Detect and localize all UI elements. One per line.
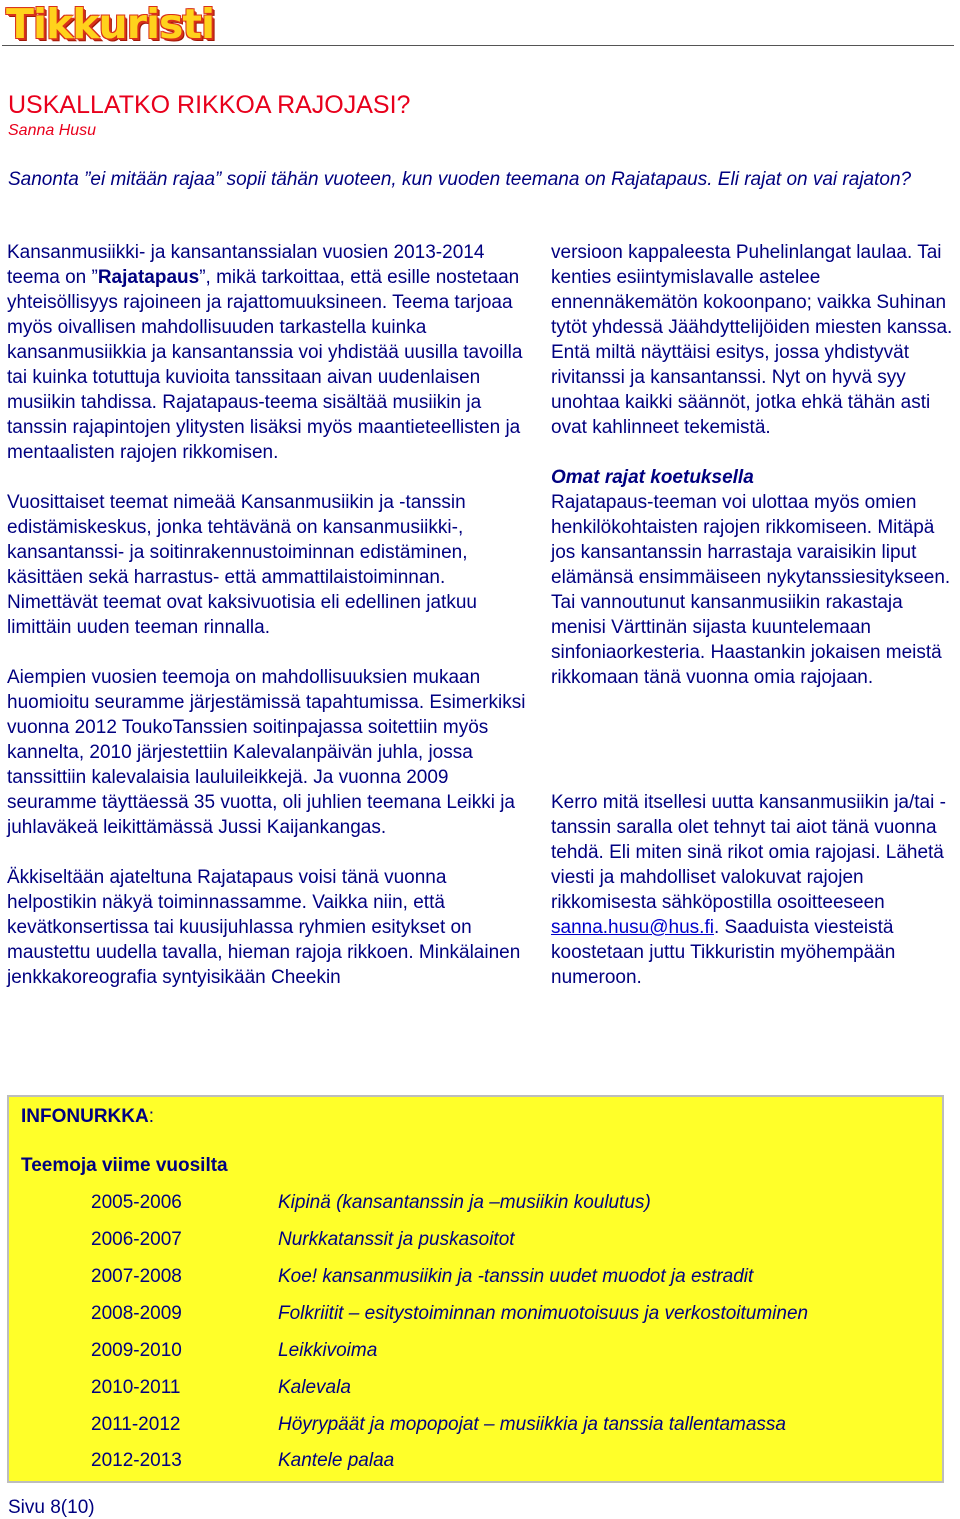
theme-years: 2011-2012 (91, 1414, 181, 1435)
paragraph-3: Aiempien vuosien teemoja on mahdollisuuksien mukaan huomioitu seuramme järjestämissä tapahtumissa. Esimerkiksi vuonna 2012 ToukoTanssien soitinpajassa soitettiin myös kannelta, 2010 järjestettiin Kalevalanpäivän juhla, jossa tanssittiin kalevalaisia lauluileikkejä. Ja vuonna 2009 seuramme täyttäessä 35 vuotta, oli juhlien teemana Leikki ja juhlaväkeä leikittämässä Jussi Kaijankangas. (7, 667, 526, 838)
p1-bold-theme: Rajatapaus (97, 267, 200, 288)
theme-name: Kipinä (kansantanssin ja –musiikin koulutus) (278, 1192, 651, 1213)
paragraph-6: Rajatapaus-teeman voi ulottaa myös omien henkilökohtaisten rajojen rikkomiseen. Mitäpä jos kansantanssin harrastaja varaisikin liput elämänsä ensimmäiseen nykytanssiesitykseen. Tai vannoutunut kansanmusiikin rakastaja menisi Värttinän sijasta kuuntelemaan sinfoniaorkesteria. Haastankin jokaisen meistä rikkomaan tänä vuonna omia rajojaan. (551, 492, 951, 688)
p7-text-a: Kerro mitä itsellesi uutta kansanmusiikin ja/tai -tanssin saralla olet tehnyt tai aiot tänä vuonna tehdä. Eli miten sinä rikot omia rajojasi. Lähetä viesti ja mahdolliset valokuvat rajojen rikkomisesta sähköpostilla osoitteeseen (551, 792, 946, 913)
info-box (7, 1095, 944, 1483)
theme-years: 2010-2011 (91, 1377, 181, 1398)
theme-years: 2012-2013 (91, 1450, 182, 1471)
p1-text-a: Kansanmusiikki- ja kansantanssialan vuosien 2013-2014 teema on ” (7, 242, 485, 288)
email-link[interactable]: sanna.husu@hus.fi (551, 917, 714, 938)
article-author: Sanna Husu (8, 122, 97, 139)
info-title-colon: : (148, 1106, 154, 1127)
theme-years: 2007-2008 (91, 1266, 182, 1287)
paragraph-2: Vuosittaiset teemat nimeää Kansanmusiikin ja -tanssin edistämiskeskus, jonka tehtävänä on kansanmusiikki-, kansantanssi- ja soitinrakennustoiminnan edistäminen, käsittäen sekä harrastus- että ammattilaistoiminnan. Nimettävät teemat ovat kaksivuotisia eli edellinen jatkuu limittäin uuden teeman rinnalla. (7, 492, 477, 638)
info-title-text: INFONURKKA (21, 1106, 149, 1127)
article-intro: Sanonta ”ei mitään rajaa” sopii tähän vuoteen, kun vuoden teemana on Rajatapaus. Eli rajat on vai rajaton? (8, 169, 912, 190)
theme-name: Kalevala (278, 1377, 351, 1398)
theme-name: Kantele palaa (278, 1450, 395, 1471)
header-divider (2, 45, 954, 46)
theme-years: 2008-2009 (91, 1303, 182, 1324)
left-column (7, 240, 527, 990)
theme-name: Koe! kansanmusiikin ja -tanssin uudet muodot ja estradit (278, 1266, 754, 1287)
tikkuristi-logo: Tikkuristi (6, 0, 215, 48)
info-title (21, 1105, 154, 1129)
theme-years: 2005-2006 (91, 1192, 182, 1213)
info-subtitle: Teemoja viime vuosilta (21, 1155, 228, 1176)
theme-name: Leikkivoima (278, 1340, 378, 1361)
theme-name: Folkriitit – esitystoiminnan monimuotoisuus ja verkostoituminen (278, 1303, 809, 1324)
theme-name: Höyrypäät ja mopopojat – musiikkia ja tanssia tallentamassa (278, 1414, 786, 1435)
theme-years: 2009-2010 (91, 1340, 182, 1361)
p1-text-b: ”, mikä tarkoittaa, että esille nostetaan yhteisöllisyys rajoineen ja rajattomuuksineen. Teema tarjoaa myös oivallisen mahdollisuuden tarkastella kuinka kansanmusiikkia ja kansantanssia voi yhdistää uusilla tavoilla tai kuinka totuttuja kuvioita tanssitaan aivan uudenlaisen musiikin tahdissa. Rajatapaus-teema sisältää musiikin ja tanssin rajapintojen ylitysten lisäksi myös maantieteellisten ja mentaalisten rajojen rikkomisen. (7, 267, 523, 463)
paragraph-4: Äkkiseltään ajateltuna Rajatapaus voisi tänä vuonna helpostikin näkyä toiminnassamme. Vaikka niin, että kevätkonsertissa tai kuusijuhlassa ryhmien esitykset on maustettu uudella tavalla, hieman rajoja rikkoen. Minkälainen jenkkakoreografia syntyisikään Cheekin (7, 867, 521, 988)
theme-years: 2006-2007 (91, 1229, 182, 1250)
theme-name: Nurkkatanssit ja puskasoitot (278, 1229, 515, 1250)
right-column (551, 240, 956, 990)
paragraph-7 (551, 790, 956, 990)
paragraph-1 (7, 240, 527, 465)
paragraph-5: versioon kappaleesta Puhelinlangat laulaa. Tai kenties esiintymislavalle astelee ennennäkemätön kokoonpano; vaikka Suhinan tytöt yhdessä Jäähdyttelijöiden miesten kanssa. Entä miltä näyttäisi esitys, jossa yhdistyvät rivitanssi ja kansantanssi. Nyt on hyvä syy unohtaa kaikki säännöt, jotka ehkä tähän asti ovat kahlinneet tekemistä. (551, 242, 953, 438)
article-title: USKALLATKO RIKKOA RAJOJASI? (8, 91, 411, 119)
subheading: Omat rajat koetuksella (551, 467, 754, 488)
p7-text-b: . Saaduista viesteistä koostetaan juttu Tikkuristin myöhempään numeroon. (551, 917, 896, 988)
page-number: Sivu 8(10) (8, 1497, 95, 1518)
